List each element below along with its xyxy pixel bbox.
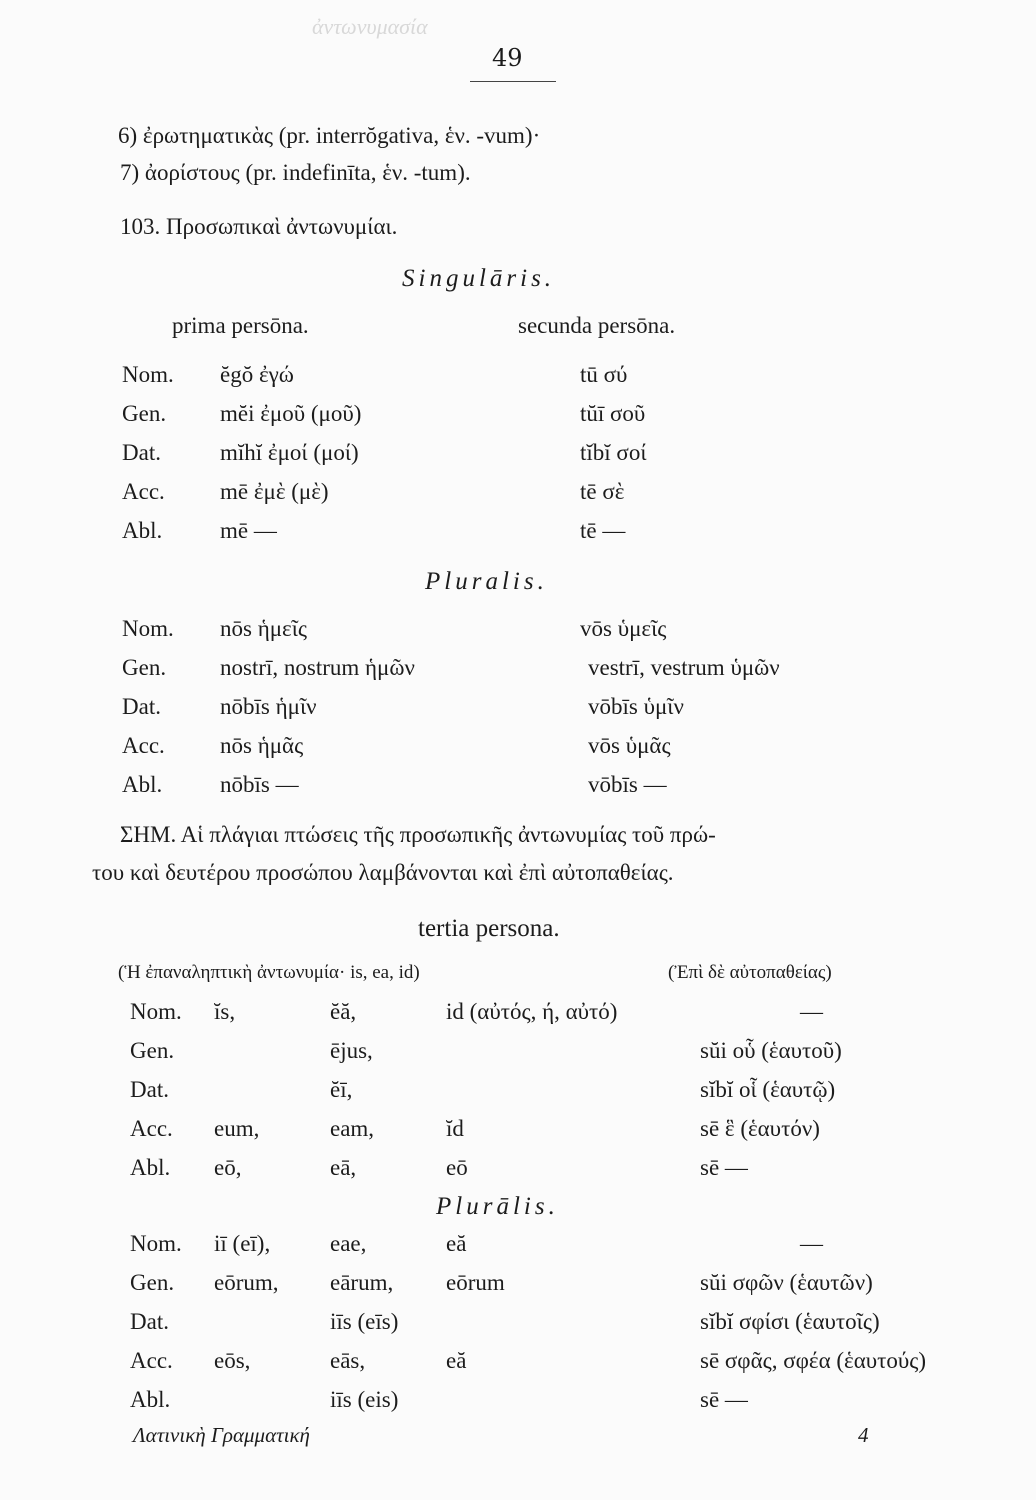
second-person-form: vōs ὑμεῖς bbox=[580, 616, 667, 641]
reflexive-form: sē σφᾶς, σφέα (ἑαυτούς) bbox=[700, 1348, 927, 1373]
case-label: Dat. bbox=[122, 440, 161, 465]
case-label: Abl. bbox=[130, 1155, 171, 1180]
case-label: Nom. bbox=[122, 362, 174, 387]
masculine-form: eō, bbox=[214, 1155, 242, 1180]
neuter-form: eō bbox=[446, 1155, 468, 1180]
second-person-form: vōbīs — bbox=[588, 772, 667, 797]
second-person-form: tē — bbox=[580, 518, 626, 543]
header-rule bbox=[470, 81, 556, 82]
second-person-form: tŭī σοῦ bbox=[580, 401, 646, 426]
reflexive-form: — bbox=[800, 1231, 823, 1256]
first-person-form: nōbīs ἡμῖν bbox=[220, 694, 317, 719]
tertia-plural-heading: Plurālis. bbox=[436, 1193, 559, 1220]
first-person-form: mē ἐμὲ (μὲ) bbox=[220, 479, 329, 504]
feminine-form: iīs (eīs) bbox=[330, 1309, 399, 1334]
reflexive-form: sē ἓ (ἑαυτόν) bbox=[700, 1116, 820, 1141]
neuter-form: eă bbox=[446, 1348, 467, 1373]
case-label: Acc. bbox=[130, 1348, 173, 1373]
second-person-form: vōs ὑμᾶς bbox=[588, 733, 671, 758]
case-label: Gen. bbox=[130, 1038, 175, 1063]
reflexive-form: — bbox=[800, 999, 823, 1024]
feminine-form: ĕī, bbox=[330, 1077, 353, 1102]
neuter-form: eă bbox=[446, 1231, 467, 1256]
page-number: 49 bbox=[492, 44, 523, 72]
first-person-form: mĭhĭ ἐμοί (μοί) bbox=[220, 440, 359, 465]
tertia-subheading-right: (Ἐπὶ δὲ αὐτοπαθείας) bbox=[668, 962, 832, 983]
case-label: Dat. bbox=[122, 694, 161, 719]
masculine-form: iī (eī), bbox=[214, 1231, 271, 1256]
case-label: Gen. bbox=[130, 1270, 175, 1295]
feminine-form: eās, bbox=[330, 1348, 366, 1373]
neuter-form: eōrum bbox=[446, 1270, 505, 1295]
feminine-form: iīs (eis) bbox=[330, 1387, 399, 1412]
col-header-second-person: secunda persōna. bbox=[518, 313, 676, 338]
case-label: Acc. bbox=[122, 733, 165, 758]
col-header-first-person: prima persōna. bbox=[172, 313, 309, 338]
section-title: 103. Προσωπικαὶ ἀντωνυμίαι. bbox=[120, 214, 398, 239]
masculine-form: eōs, bbox=[214, 1348, 251, 1373]
singular-heading: Singulāris. bbox=[402, 265, 556, 292]
case-label: Abl. bbox=[130, 1387, 171, 1412]
case-label: Dat. bbox=[130, 1309, 169, 1334]
feminine-form: eae, bbox=[330, 1231, 367, 1256]
tertia-subheading-left: (Ἡ ἐπαναληπτικὴ ἀντωνυμία· is, ea, id) bbox=[118, 962, 420, 983]
masculine-form: eōrum, bbox=[214, 1270, 279, 1295]
case-label: Nom. bbox=[130, 1231, 182, 1256]
first-person-form: nōs ἡμεῖς bbox=[220, 616, 308, 641]
case-label: Abl. bbox=[122, 518, 163, 543]
pencil-note: ἀντωνυμασία bbox=[312, 14, 428, 39]
reflexive-form: sē — bbox=[700, 1387, 748, 1412]
feminine-form: eā, bbox=[330, 1155, 357, 1180]
first-person-form: nōs ἡμᾶς bbox=[220, 733, 304, 758]
neuter-form: id (αὐτός, ή, αὐτό) bbox=[446, 999, 618, 1024]
case-label: Gen. bbox=[122, 655, 167, 680]
plural-heading: Pluralis. bbox=[425, 568, 548, 595]
note-line-1: ΣΗΜ. Αἱ πλάγιαι πτώσεις τῆς προσωπικῆς ἀντωνυμίας τοῦ πρώ- bbox=[120, 822, 716, 847]
reflexive-form: sĭbĭ οἷ (ἑαυτῷ) bbox=[700, 1077, 836, 1102]
masculine-form: ĭs, bbox=[214, 999, 236, 1024]
reflexive-form: sŭi οὗ (ἑαυτοῦ) bbox=[700, 1038, 842, 1063]
footer-title: Λατινικὴ Γραμματική bbox=[133, 1423, 310, 1447]
case-label: Abl. bbox=[122, 772, 163, 797]
first-person-form: nōbīs — bbox=[220, 772, 299, 797]
case-label: Dat. bbox=[130, 1077, 169, 1102]
feminine-form: ējus, bbox=[330, 1038, 373, 1063]
tertia-heading: tertia persona. bbox=[418, 915, 560, 942]
reflexive-form: sŭi σφῶν (ἑαυτῶν) bbox=[700, 1270, 873, 1295]
second-person-form: tē σὲ bbox=[580, 479, 625, 504]
reflexive-form: sĭbĭ σφίσι (ἑαυτοῖς) bbox=[700, 1309, 880, 1334]
intro-line-6: 6) ἐρωτηματικὰς (pr. interrŏgativa, ἑν. -vum)· bbox=[118, 123, 541, 148]
feminine-form: ĕă, bbox=[330, 999, 357, 1024]
first-person-form: ĕgŏ ἐγώ bbox=[220, 362, 294, 387]
feminine-form: eārum, bbox=[330, 1270, 394, 1295]
case-label: Nom. bbox=[122, 616, 174, 641]
neuter-form: ĭd bbox=[446, 1116, 464, 1141]
intro-line-7: 7) ἀορίστους (pr. indefinīta, ἑν. -tum). bbox=[120, 160, 471, 185]
footer-signature: 4 bbox=[858, 1423, 869, 1447]
first-person-form: mē — bbox=[220, 518, 277, 543]
note-line-2: του καὶ δευτέρου προσώπου λαμβάνονται καὶ ἐπὶ αὐτοπαθείας. bbox=[92, 860, 674, 885]
second-person-form: vōbīs ὑμῖν bbox=[588, 694, 684, 719]
case-label: Acc. bbox=[122, 479, 165, 504]
feminine-form: eam, bbox=[330, 1116, 375, 1141]
case-label: Nom. bbox=[130, 999, 182, 1024]
reflexive-form: sē — bbox=[700, 1155, 748, 1180]
second-person-form: vestrī, vestrum ὑμῶν bbox=[588, 655, 780, 680]
first-person-form: mĕi ἐμοῦ (μοῦ) bbox=[220, 401, 362, 426]
masculine-form: eum, bbox=[214, 1116, 260, 1141]
case-label: Gen. bbox=[122, 401, 167, 426]
second-person-form: tĭbĭ σοί bbox=[580, 440, 647, 465]
case-label: Acc. bbox=[130, 1116, 173, 1141]
second-person-form: tū σύ bbox=[580, 362, 628, 387]
first-person-form: nostrī, nostrum ἡμῶν bbox=[220, 655, 415, 680]
